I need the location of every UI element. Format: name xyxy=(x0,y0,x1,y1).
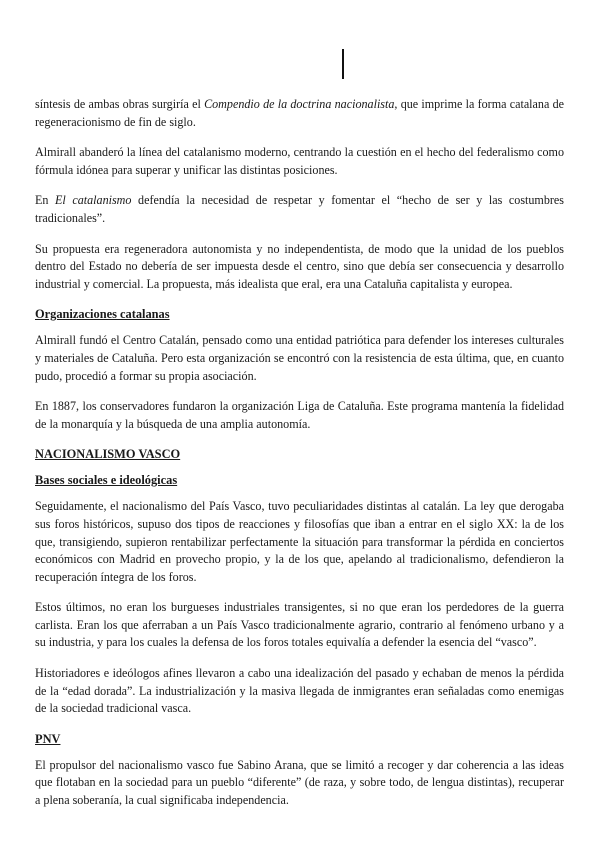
text-cursor-marker xyxy=(342,49,344,79)
book-title-compendio: Compendio de la doctrina nacionalista xyxy=(204,97,395,111)
heading-organizaciones-catalanas: Organizaciones catalanas xyxy=(35,307,170,322)
paragraph-sabino-arana: El propulsor del nacionalismo vasco fue Sabino Arana, que se limitó a recoger y dar coherencia a las ideas que flotaban en la sociedad para un pueblo “diferente” (de raza, y sobre todo, de lengua distintas), recuperar a plena soberanía, la cual significaba independencia. xyxy=(35,757,564,808)
paragraph-compendio: síntesis de ambas obras surgiría el Compendio de la doctrina nacionalista, que imprime la forma catalana de regeneracionismo de fin de siglo. xyxy=(35,97,564,129)
paragraph-historiadores: Historiadores e ideólogos afines llevaron a cabo una idealización del pasado y echaban de menos la pérdida de la “edad dorada”. La industrialización y la masiva llegada de inmigrantes eran señaladas como enemigas de la sociedad tradicional vasca. xyxy=(35,666,564,716)
paragraph-liga-cataluna: En 1887, los conservadores fundaron la organización Liga de Cataluña. Este programa mantenía la fidelidad de la monarquía y la búsqueda de una amplia autonomía. xyxy=(35,399,564,431)
heading-pnv: PNV xyxy=(35,731,61,746)
heading-bases-sociales: Bases sociales e ideológicas xyxy=(35,473,178,488)
heading-nacionalismo-vasco: NACIONALISMO VASCO xyxy=(35,447,181,462)
paragraph-el-catalanismo: En El catalanismo defendía la necesidad de respetar y fomentar el “hecho de ser y las costumbres tradicionales”. xyxy=(35,193,564,225)
book-title-el-catalanismo: El catalanismo xyxy=(55,193,132,208)
paragraph-almirall-federalismo: Almirall abanderó la línea del catalanismo moderno, centrando la cuestión en el hecho del federalismo como fórmula idónea para superar y unificar las distintas posiciones. xyxy=(35,145,564,177)
paragraph-estos-ultimos: Estos últimos, no eran los burgueses industriales transigentes, si no que eran los perdedores de la guerra carlista. Eran los que aferraban a un País Vasco tradicionalmente agrario, contrario al fenómeno urbano y a su industria, y para los cuales la defensa de los foros totales equivalía a defender la esencia del “vasco”. xyxy=(35,600,564,650)
paragraph-pais-vasco: Seguidamente, el nacionalismo del País Vasco, tuvo peculiaridades distintas al catalán. La ley que derogaba sus foros históricos, supuso dos tipos de reacciones y filosofías que iban a entrar en el siglo XX: la de los que, transigiendo, supieron rentabilizar perfectamente la situación para transformar la pérdida en conciertos económicos con Madrid en provecho propio, y la de los que, apelando al tradicionalismo, defendieron la recuperación íntegra de los foros. xyxy=(35,499,564,584)
paragraph-propuesta: Su propuesta era regeneradora autonomista y no independentista, de modo que la unidad de los pueblos dentro del Estado no debería de ser impuesta desde el centro, sino que debía ser consecuencia y desarrollo industrial y comercial. La propuesta, más idealista que eral, era una Cataluña capitalista y europea. xyxy=(35,241,564,291)
document-body xyxy=(35,96,564,823)
paragraph-centro-catalan: Almirall fundó el Centro Catalán, pensado como una entidad patriótica para defender los intereses culturales y materiales de Cataluña. Pero esta organización se encontró con la resistencia de esta última, que, en cuanto pudo, procedió a formar su propia asociación. xyxy=(35,333,564,383)
